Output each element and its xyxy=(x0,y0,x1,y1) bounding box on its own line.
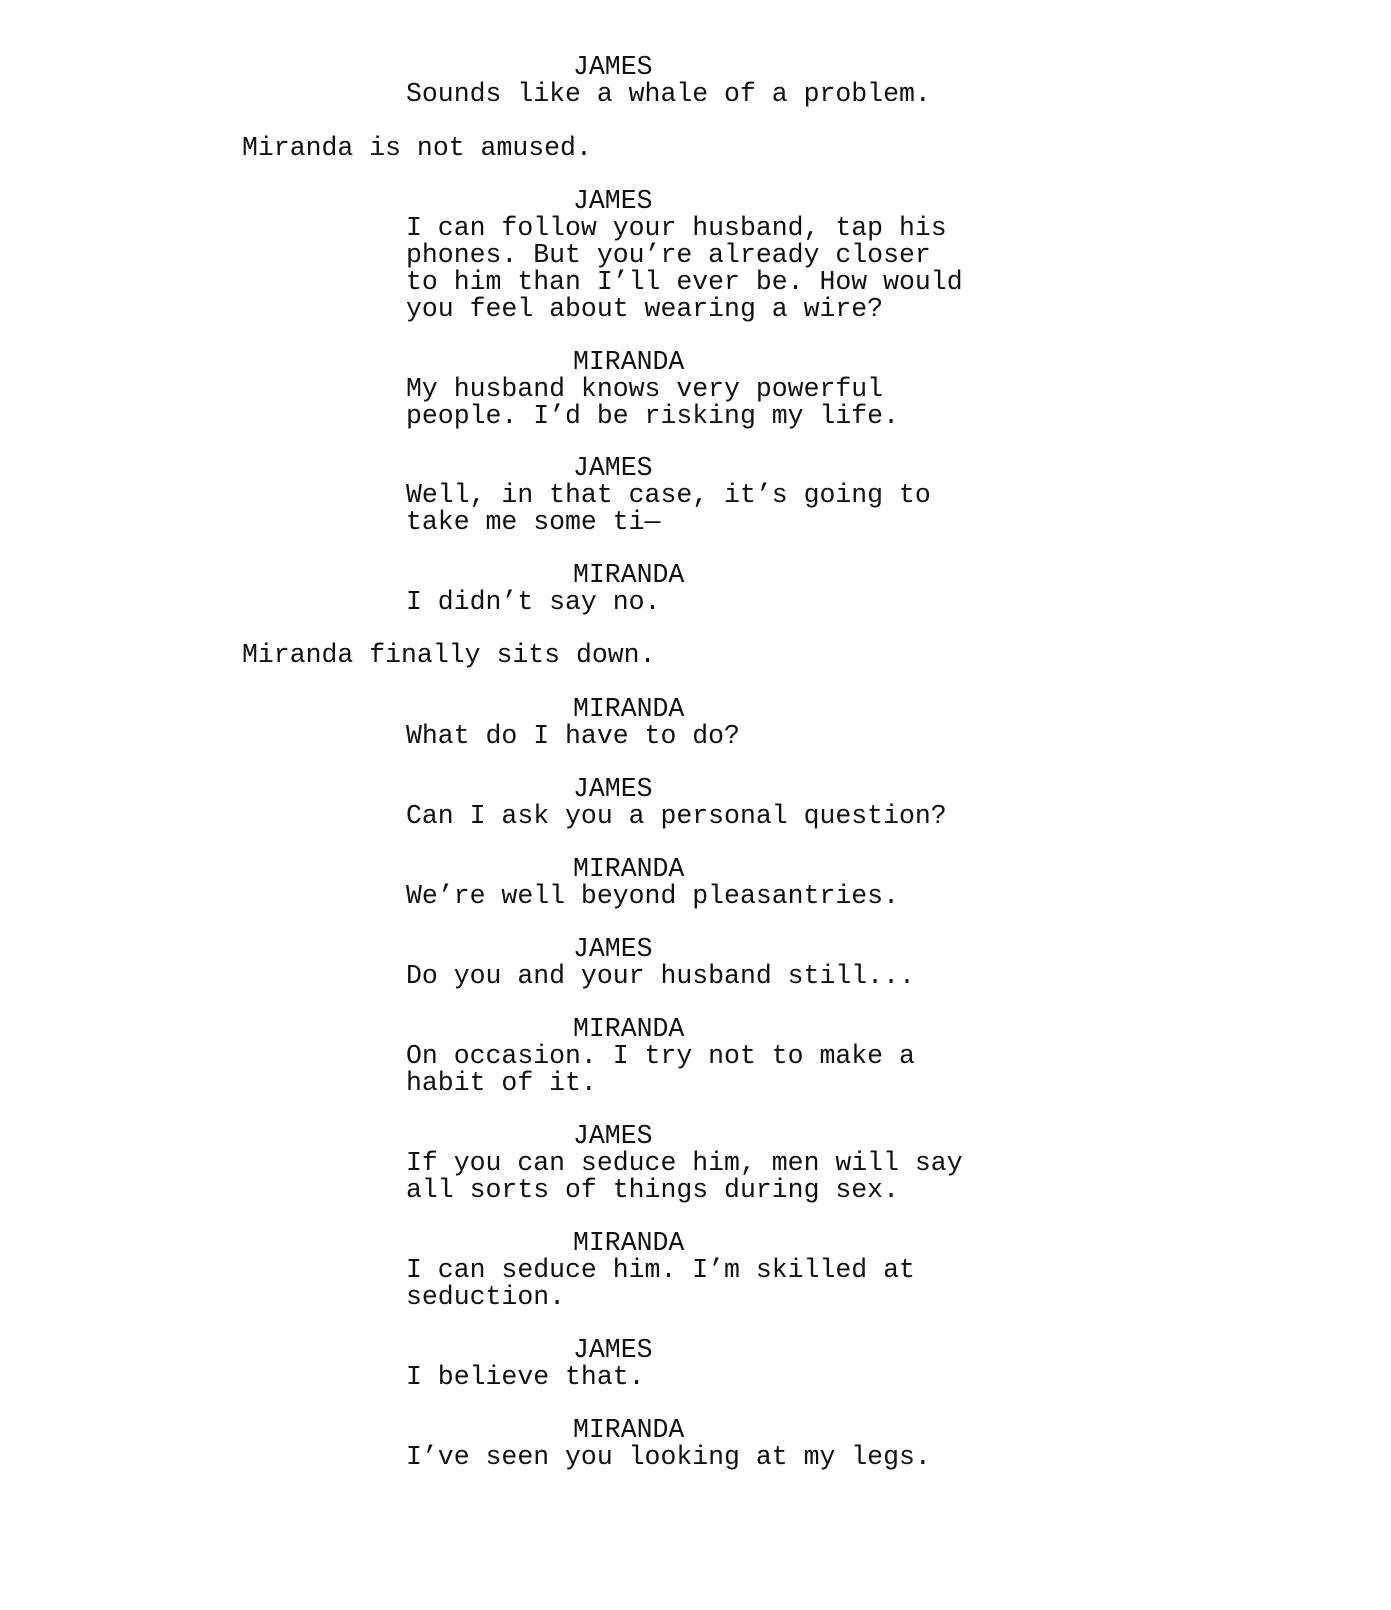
dialogue-line: Can I ask you a personal question? xyxy=(406,801,947,831)
dialogue-line: If you can seduce him, men will say xyxy=(406,1148,963,1178)
character-name: JAMES xyxy=(573,1121,653,1151)
dialogue-line: My husband knows very powerful xyxy=(406,374,884,404)
character-name: JAMES xyxy=(573,186,653,216)
action-line: Miranda finally sits down. xyxy=(242,640,656,670)
dialogue-line: Sounds like a whale of a problem. xyxy=(406,79,931,109)
character-name: JAMES xyxy=(573,453,653,483)
dialogue-line: take me some ti— xyxy=(406,507,661,537)
dialogue-line: We’re well beyond pleasantries. xyxy=(406,881,899,911)
dialogue-line: On occasion. I try not to make a xyxy=(406,1041,915,1071)
character-name: MIRANDA xyxy=(573,347,685,377)
dialogue-line: phones. But you’re already closer xyxy=(406,240,931,270)
character-name: MIRANDA xyxy=(573,694,685,724)
dialogue-line: What do I have to do? xyxy=(406,721,740,751)
character-name: JAMES xyxy=(573,774,653,804)
dialogue-line: people. I’d be risking my life. xyxy=(406,401,899,431)
action-line: Miranda is not amused. xyxy=(242,133,592,163)
dialogue-line: I can seduce him. I’m skilled at xyxy=(406,1255,915,1285)
dialogue-line: Well, in that case, it’s going to xyxy=(406,480,931,510)
dialogue-line: I’ve seen you looking at my legs. xyxy=(406,1442,931,1472)
dialogue-line: all sorts of things during sex. xyxy=(406,1175,899,1205)
dialogue-line: I didn’t say no. xyxy=(406,587,661,617)
dialogue-line: habit of it. xyxy=(406,1068,597,1098)
character-name: MIRANDA xyxy=(573,1415,685,1445)
character-name: MIRANDA xyxy=(573,854,685,884)
dialogue-line: you feel about wearing a wire? xyxy=(406,294,884,324)
character-name: JAMES xyxy=(573,934,653,964)
character-name: MIRANDA xyxy=(573,560,685,590)
dialogue-line: Do you and your husband still... xyxy=(406,961,915,991)
dialogue-line: seduction. xyxy=(406,1282,566,1312)
character-name: MIRANDA xyxy=(573,1228,685,1258)
character-name: MIRANDA xyxy=(573,1014,685,1044)
dialogue-line: I believe that. xyxy=(406,1362,645,1392)
dialogue-line: to him than I’ll ever be. How would xyxy=(406,267,963,297)
character-name: JAMES xyxy=(573,52,653,82)
character-name: JAMES xyxy=(573,1335,653,1365)
dialogue-line: I can follow your husband, tap his xyxy=(406,213,947,243)
